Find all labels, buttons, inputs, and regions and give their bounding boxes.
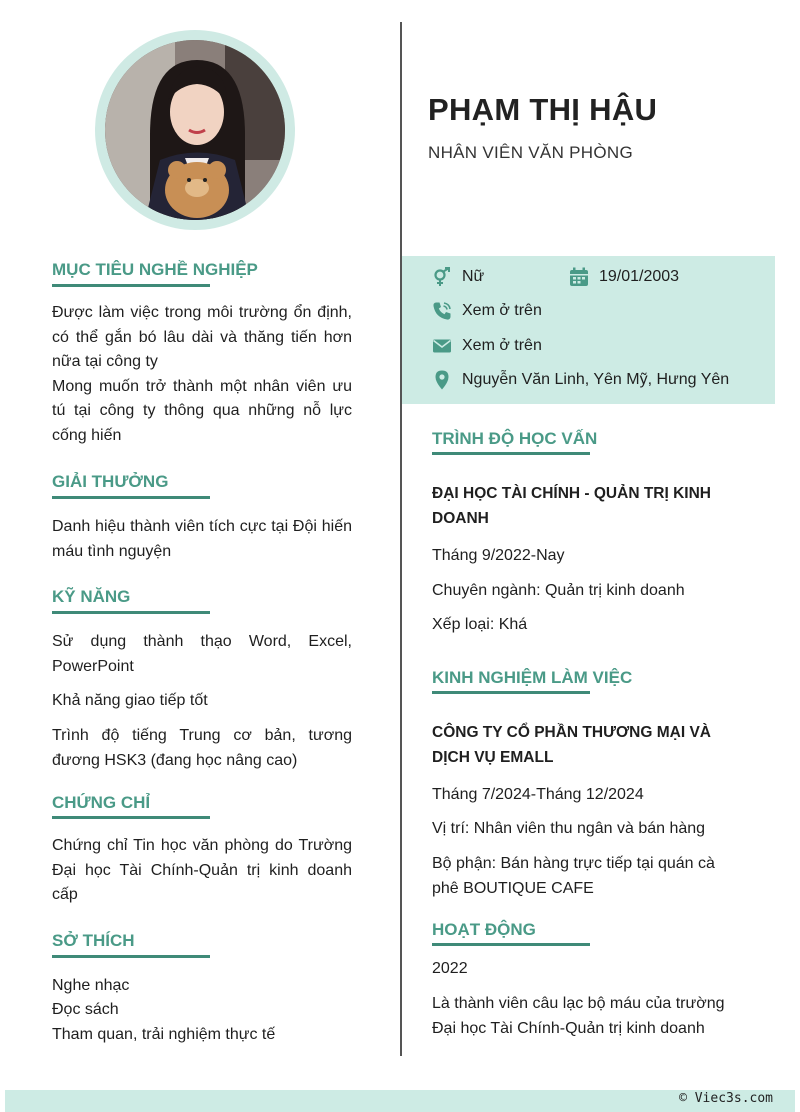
activity-text: Là thành viên câu lạc bộ máu của trường Đại học Tài Chính-Quản trị kinh doanh [432, 995, 725, 1037]
objective-line: Được làm việc trong môi trường ổn định, có thể gắn bó lâu dài và thăng tiến hơn nữa tại công ty [52, 304, 352, 370]
hobbies-underline [52, 955, 210, 958]
gender-value: Nữ [462, 268, 485, 285]
email-row [432, 336, 542, 356]
activity-year: 2022 [432, 960, 468, 977]
education-underline [432, 452, 590, 455]
gender-row [432, 267, 484, 287]
skills-underline [52, 611, 210, 614]
hobby-item: Tham quan, trải nghiệm thực tế [52, 1026, 276, 1043]
school-name: ĐẠI HỌC TÀI CHÍNH - QUẢN TRỊ KINH DOANH [432, 485, 711, 527]
avatar-illustration [105, 40, 285, 220]
awards-underline [52, 496, 210, 499]
candidate-name: PHẠM THỊ HẬU [428, 92, 658, 127]
phone-value[interactable]: Xem ở trên [462, 302, 542, 319]
hobby-item: Đọc sách [52, 1001, 119, 1018]
skills-heading: KỸ NĂNG [52, 587, 131, 606]
experience-heading: KINH NGHIỆM LÀM VIỆC [432, 668, 633, 687]
contact-panel [402, 256, 775, 404]
calendar-icon [569, 267, 589, 287]
objective-line: Mong muốn trở thành một nhân viên ưu tú tại công ty thông qua những nỗ lực cống hiến [52, 377, 352, 444]
column-divider [400, 22, 402, 1056]
footer-credit[interactable]: © Viec3s.com [679, 1091, 773, 1106]
company-name: CÔNG TY CỔ PHẦN THƯƠNG MẠI VÀ DỊCH VỤ EMALL [432, 724, 711, 766]
experience-period: Tháng 7/2024-Tháng 12/2024 [432, 786, 644, 803]
activities-underline [432, 943, 590, 946]
education-period: Tháng 9/2022-Nay [432, 547, 565, 564]
hobby-item: Nghe nhạc [52, 977, 130, 994]
awards-text: Danh hiệu thành viên tích cực tại Đội hiến máu tình nguyện [52, 518, 352, 560]
hobbies-heading: SỞ THÍCH [52, 931, 135, 950]
activities-heading: HOẠT ĐỘNG [432, 920, 536, 939]
footer-bar [5, 1090, 795, 1112]
gender-icon [432, 267, 452, 287]
objective-text [52, 301, 352, 448]
education-rank: Xếp loại: Khá [432, 616, 528, 633]
location-pin-icon [432, 370, 452, 390]
certificates-heading: CHỨNG CHỈ [52, 793, 151, 812]
envelope-icon [432, 336, 452, 356]
education-heading: TRÌNH ĐỘ HỌC VẤN [432, 429, 598, 448]
email-value[interactable]: Xem ở trên [462, 337, 542, 354]
birthdate-value: 19/01/2003 [599, 268, 680, 285]
certificates-text: Chứng chỉ Tin học văn phòng do Trường Đại học Tài Chính-Quản trị kinh doanh cấp [52, 837, 352, 903]
experience-department: Bộ phận: Bán hàng trực tiếp tại quán cà phê BOUTIQUE CAFE [432, 855, 715, 897]
avatar [105, 40, 285, 220]
experience-underline [432, 691, 590, 694]
objective-heading: MỤC TIÊU NGHỀ NGHIỆP [52, 260, 258, 279]
certificates-underline [52, 816, 210, 819]
experience-position: Vị trí: Nhân viên thu ngân và bán hàng [432, 820, 706, 837]
skill-item: Sử dụng thành thạo Word, Excel, PowerPoint [52, 633, 352, 675]
job-title: NHÂN VIÊN VĂN PHÒNG [428, 143, 634, 162]
phone-icon [432, 301, 452, 321]
skill-item: Khả năng giao tiếp tốt [52, 692, 208, 709]
address-row [432, 370, 729, 390]
phone-row [432, 301, 542, 321]
address-value: Nguyễn Văn Linh, Yên Mỹ, Hưng Yên [462, 371, 730, 388]
awards-heading: GIẢI THƯỞNG [52, 472, 169, 491]
skill-item: Trình độ tiếng Trung cơ bản, tương đương HSK3 (đang học nâng cao) [52, 727, 352, 769]
education-major: Chuyên ngành: Quản trị kinh doanh [432, 582, 685, 599]
objective-underline [52, 284, 210, 287]
birthdate-row [569, 267, 679, 287]
